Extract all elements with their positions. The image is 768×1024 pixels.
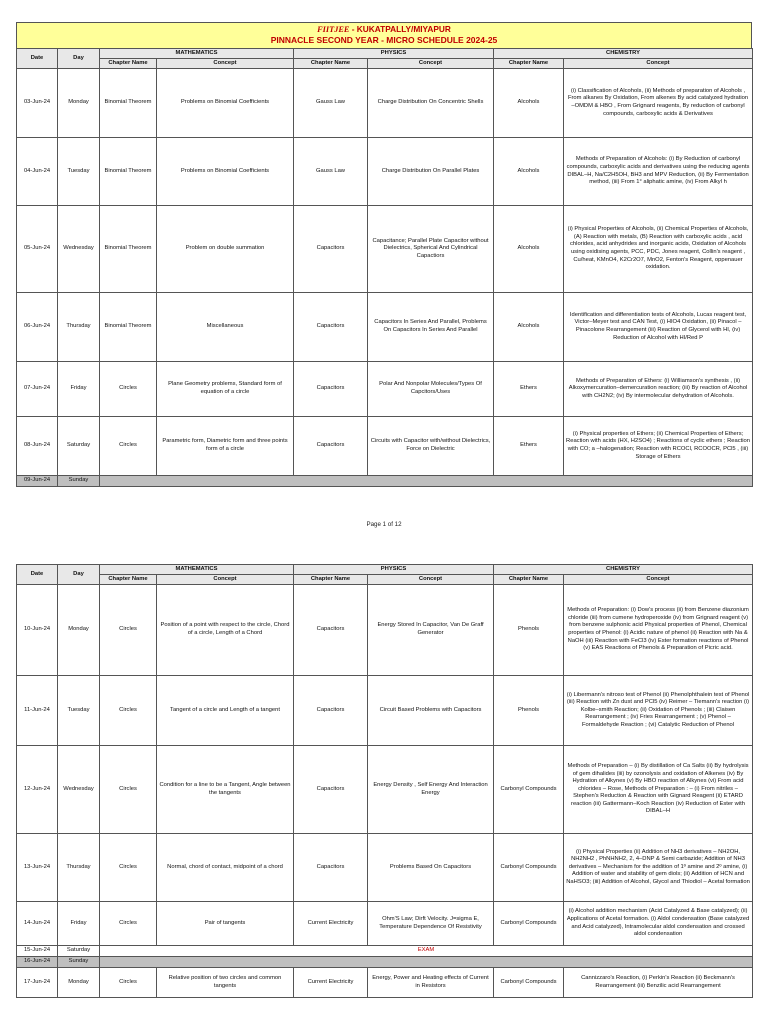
- date-cell: 05-Jun-24: [17, 206, 58, 293]
- physics-chapter-cell: Gauss Law: [294, 138, 368, 206]
- date-cell: 14-Jun-24: [17, 902, 58, 946]
- day-cell: Monday: [58, 968, 100, 998]
- chemistry-concept-header: Concept: [564, 575, 753, 585]
- date-cell: 17-Jun-24: [17, 968, 58, 998]
- chemistry-chapter-cell: Carbonyl Compounds: [494, 834, 564, 902]
- physics-concept-cell: Charge Distribution On Parallel Plates: [368, 138, 494, 206]
- date-cell: 07-Jun-24: [17, 362, 58, 417]
- physics-chapter-header: Chapter Name: [294, 575, 368, 585]
- date-cell: 16-Jun-24: [17, 957, 58, 968]
- schedule-row: [17, 138, 753, 206]
- date-cell: 15-Jun-24: [17, 946, 58, 957]
- chemistry-concept-cell: (i) Libermann's nitroso test of Phenol (ii) Phenolphthalein test of Phenol (iii) Reaction with Zn dust and PCl5 (iv) Reimer – Tiemann's reaction (i) Kolbe–smith Reaction; (ii) Oxidation of Phenols ; (iii) Claisen Rearrangement ; (iv) Fries Rearrangement ; (v) Phenol – Formaldehyde Reaction ; (vi) Catalytic Reduction of Phenol: [564, 676, 753, 746]
- chemistry-header: CHEMISTRY: [494, 565, 753, 575]
- fiitjee-logo: FIITJEE: [317, 25, 350, 34]
- math-concept-cell: Problems on Binomial Coefficients: [157, 69, 294, 138]
- math-concept-cell: Position of a point with respect to the circle, Chord of a circle, Length of a Chord: [157, 585, 294, 676]
- day-cell: Sunday: [58, 476, 100, 487]
- physics-concept-cell: Capacitance; Parallel Plate Capacitor without Dielectrics, Spherical And Cylindrical Capactiors: [368, 206, 494, 293]
- date-cell: 04-Jun-24: [17, 138, 58, 206]
- schedule-table-page-1: [16, 48, 753, 487]
- math-concept-cell: Tangent of a circle and Length of a tangent: [157, 676, 294, 746]
- schedule-row: [17, 362, 753, 417]
- math-chapter-cell: Binomial Theorem: [100, 138, 157, 206]
- math-concept-cell: Problems on Binomial Coefficients: [157, 138, 294, 206]
- physics-chapter-cell: Capacitors: [294, 206, 368, 293]
- math-concept-cell: Pair of tangents: [157, 902, 294, 946]
- physics-chapter-cell: Current Electricity: [294, 902, 368, 946]
- day-cell: Wednesday: [58, 746, 100, 834]
- day-cell: Sunday: [58, 957, 100, 968]
- chemistry-chapter-cell: Alcohols: [494, 138, 564, 206]
- mathematics-header: MATHEMATICS: [100, 565, 294, 575]
- date-cell: 10-Jun-24: [17, 585, 58, 676]
- chemistry-concept-cell: Methods of Preparation – (i) By distillation of Ca Salts (ii) By hydrolysis of gem dihalides (iii) by ozonolysis and oxidation of Alkenes (iv) By Hydration of Alkynes (v) By HBO reaction of Alkynes (vi) From acid chlorides – Rose, Methods of Preparation : – (i) From nitriles – Stephen's Reduction & Reaction with Gignard Reagent (ii) ETARD reaction (iii) Gattermann–Koch Reaction (iv) Reduction of Ester with DIBAL–H: [564, 746, 753, 834]
- schedule-title: PINNACLE SECOND YEAR - MICRO SCHEDULE 2024-25: [270, 35, 498, 45]
- math-chapter-cell: Binomial Theorem: [100, 206, 157, 293]
- date-cell: 13-Jun-24: [17, 834, 58, 902]
- holiday-fill: [100, 476, 753, 487]
- math-concept-cell: Normal, chord of contact, midpoint of a chord: [157, 834, 294, 902]
- math-chapter-cell: Circles: [100, 417, 157, 476]
- chemistry-chapter-cell: Alcohols: [494, 206, 564, 293]
- chemistry-concept-cell: (i) Alcohol addition mechanism (Acid Catalyzed & Base catalyzed); (ii) Applications of Acetal formation. (i) Aldol condensation (Base catalyzed and Acid catalyzed), Intramolecular aldol condensation and crossed aldol condensation: [564, 902, 753, 946]
- physics-concept-header: Concept: [368, 59, 494, 69]
- day-cell: Saturday: [58, 946, 100, 957]
- day-cell: Friday: [58, 902, 100, 946]
- chemistry-concept-cell: (i) Physical properties of Ethers; (ii) Chemical Properties of Ethers; Reaction with acids (HX, H2SO4) ; Reactions of cyclic ethers ; Reaction with CO; a –halogenation; Reaction with RCOCl, RCOOCR, PCl5 , (iii) Storage of Ethers: [564, 417, 753, 476]
- math-chapter-cell: Binomial Theorem: [100, 69, 157, 138]
- day-cell: Monday: [58, 69, 100, 138]
- day-cell: Tuesday: [58, 676, 100, 746]
- schedule-row: [17, 746, 753, 834]
- center-name: - KUKATPALLY/MIYAPUR: [349, 24, 451, 34]
- day-cell: Friday: [58, 362, 100, 417]
- math-concept-cell: Problem on double summation: [157, 206, 294, 293]
- math-concept-cell: Parametric form, Diametric form and three points form of a circle: [157, 417, 294, 476]
- chemistry-header: CHEMISTRY: [494, 49, 753, 59]
- chemistry-concept-cell: Methods of Preparation of Ethers: (i) Williamson's synthesis , (ii) Alkoxymercuration–demercuration reaction; (iii) By reaction of Alcohol with CH2N2; (iv) By intermolecular dehydration of Alcohols.: [564, 362, 753, 417]
- physics-concept-cell: Circuits with Capacitor with/without Dielectrics, Force on Dielectric: [368, 417, 494, 476]
- mathematics-header: MATHEMATICS: [100, 49, 294, 59]
- physics-chapter-cell: Capacitors: [294, 676, 368, 746]
- math-chapter-cell: Circles: [100, 834, 157, 902]
- schedule-row: [17, 676, 753, 746]
- chemistry-concept-cell: (i) Physical Properties (ii) Addition of NH3 derivatives – NH2OH, NH2NH2 , PhNHNH2, 2, 4–DNP & Semi carbazide; Addition of NH3 derivatives – Mechanism for the addition of 1º amine and 2º amine, (i) Addition of water and stability of gem diols; (ii) Addition of HCN and NaHSO3; (iii) Addition of Alcohol, Glycol and Thiodiol – Acetal formation: [564, 834, 753, 902]
- chemistry-chapter-cell: Carbonyl Compounds: [494, 902, 564, 946]
- physics-chapter-cell: Capacitors: [294, 834, 368, 902]
- math-chapter-cell: Circles: [100, 968, 157, 998]
- physics-chapter-cell: Current Electricity: [294, 968, 368, 998]
- day-cell: Saturday: [58, 417, 100, 476]
- math-chapter-cell: Binomial Theorem: [100, 293, 157, 362]
- physics-chapter-header: Chapter Name: [294, 59, 368, 69]
- math-concept-cell: Miscellaneous: [157, 293, 294, 362]
- schedule-row: [17, 968, 753, 998]
- math-chapter-cell: Circles: [100, 362, 157, 417]
- schedule-row: [17, 834, 753, 902]
- physics-concept-cell: Energy Stored In Capacitor, Van De Graff Generator: [368, 585, 494, 676]
- math-chapter-cell: Circles: [100, 585, 157, 676]
- physics-chapter-cell: Capacitors: [294, 362, 368, 417]
- date-cell: 08-Jun-24: [17, 417, 58, 476]
- schedule-row: [17, 902, 753, 946]
- physics-chapter-cell: Capacitors: [294, 293, 368, 362]
- chemistry-chapter-header: Chapter Name: [494, 59, 564, 69]
- date-header: Date: [17, 49, 58, 69]
- physics-concept-cell: Circuit Based Problems with Capacitors: [368, 676, 494, 746]
- math-chapter-cell: Circles: [100, 676, 157, 746]
- physics-chapter-cell: Capacitors: [294, 746, 368, 834]
- physics-concept-cell: Capacitors In Series And Parallel, Problems On Capacitors In Series And Parallel: [368, 293, 494, 362]
- chemistry-chapter-header: Chapter Name: [494, 575, 564, 585]
- chemistry-concept-cell: (i) Classification of Alcohols, (ii) Methods of preparation of Alcohols , From alkanes By Oxidation, From alkenes By acid catalyzed hydration –OMDM & HBO , From Grignard reagents, By reduction of carbonyl compounds, carboxylic acids & Derivatives: [564, 69, 753, 138]
- day-cell: Thursday: [58, 834, 100, 902]
- exam-label: EXAM: [100, 946, 753, 957]
- chemistry-chapter-cell: Phenols: [494, 676, 564, 746]
- chemistry-concept-cell: (i) Physical Properties of Alcohols, (ii) Chemical Properties of Alcohols, (A) Reaction with metals, (B) Reaction with carboxylic acids , acid chlorides, acid anhydrides and inorganic acids, Oxidation of Alcohols using oxidising agents, PCC, PDC, Jones reagent, Collin's reagent , Cu/heat, KMnO4, K2Cr2O7, MnO2, Fenton's Reagent, oppenauer oxidation.: [564, 206, 753, 293]
- schedule-row: [17, 206, 753, 293]
- sunday-row: [17, 476, 753, 487]
- chemistry-concept-cell: Methods of Preparation of Alcohols: (i) By Reduction of carbonyl compounds, carboxylic acids and derivatives using the reducing agents DIBAL–H, Na/C2H5OH, BH3 and MPV Reduction, (ii) By Fermentation method, (iii) From 1° aliphatic amine, (iv) From Alkyl h: [564, 138, 753, 206]
- schedule-row: [17, 585, 753, 676]
- page-footer: Page 1 of 12: [366, 521, 402, 528]
- physics-concept-cell: Energy, Power and Heating effects of Current in Resistors: [368, 968, 494, 998]
- day-header: Day: [58, 49, 100, 69]
- day-cell: Thursday: [58, 293, 100, 362]
- chemistry-concept-cell: Cannizzaro's Reaction, (i) Perkin's Reaction (ii) Beckmann's Rearrangement (iii) Benzilic acid Rearrangement: [564, 968, 753, 998]
- physics-concept-cell: Polar And Nonpolar Molecules/Types Of Capcitors/Uses: [368, 362, 494, 417]
- math-chapter-cell: Circles: [100, 746, 157, 834]
- physics-chapter-cell: Capacitors: [294, 417, 368, 476]
- date-cell: 06-Jun-24: [17, 293, 58, 362]
- day-header: Day: [58, 565, 100, 585]
- schedule-title-bar: [16, 22, 752, 49]
- chemistry-concept-header: Concept: [564, 59, 753, 69]
- exam-row: [17, 946, 753, 957]
- chemistry-chapter-cell: Carbonyl Compounds: [494, 968, 564, 998]
- chemistry-concept-cell: Identification and differentiation tests of Alcohols, Lucas reagent test, Victor–Meyer test and CAN Test, (i) HIO4 Oxidation, (ii) Pinacol – Pinacolone Rearrangement (iii) Reaction of Glycerol with HI, (iv) Reduction of Alcohol with HI/Red P: [564, 293, 753, 362]
- math-chapter-header: Chapter Name: [100, 575, 157, 585]
- math-concept-cell: Plane Geometry problems, Standard form of equation of a circle: [157, 362, 294, 417]
- physics-concept-cell: Ohm'S Law; Dirft Velocity. J=sigma E, Temperature Dependence Of Resistivity: [368, 902, 494, 946]
- schedule-table-page-2: [16, 564, 753, 998]
- physics-header: PHYSICS: [294, 565, 494, 575]
- math-chapter-header: Chapter Name: [100, 59, 157, 69]
- physics-concept-cell: Charge Distribution On Concentric Shells: [368, 69, 494, 138]
- physics-concept-header: Concept: [368, 575, 494, 585]
- sunday-row: [17, 957, 753, 968]
- math-concept-cell: Relative position of two circles and common tangents: [157, 968, 294, 998]
- chemistry-chapter-cell: Ethers: [494, 362, 564, 417]
- date-cell: 12-Jun-24: [17, 746, 58, 834]
- chemistry-chapter-cell: Carbonyl Compounds: [494, 746, 564, 834]
- schedule-row: [17, 69, 753, 138]
- math-concept-cell: Condition for a line to be a Tangent, Angle between the tangents: [157, 746, 294, 834]
- day-cell: Monday: [58, 585, 100, 676]
- physics-chapter-cell: Gauss Law: [294, 69, 368, 138]
- date-header: Date: [17, 565, 58, 585]
- physics-concept-cell: Energy Density , Self Energy And Interaction Energy: [368, 746, 494, 834]
- physics-header: PHYSICS: [294, 49, 494, 59]
- chemistry-concept-cell: Methods of Preparation: (i) Dow's process (ii) from Benzene diazonium chloride (iii) from cumene hydroperoxide (iv) from Grignard reagent (v) from benzene sulphonic acid Physical properties of Phenol, Chemical properties of Phenol: (i) Acidic nature of phenol (ii) Reaction with Na & NaOH (iii) Reaction with FeCl3 (iv) Ester formation reactions of Phenol (v) EAS Reactions of Phenols & Preparation of Picric acid.: [564, 585, 753, 676]
- math-concept-header: Concept: [157, 59, 294, 69]
- physics-chapter-cell: Capacitors: [294, 585, 368, 676]
- chemistry-chapter-cell: Phenols: [494, 585, 564, 676]
- day-cell: Tuesday: [58, 138, 100, 206]
- date-cell: 09-Jun-24: [17, 476, 58, 487]
- date-cell: 03-Jun-24: [17, 69, 58, 138]
- physics-concept-cell: Problems Based On Capacitors: [368, 834, 494, 902]
- math-concept-header: Concept: [157, 575, 294, 585]
- date-cell: 11-Jun-24: [17, 676, 58, 746]
- chemistry-chapter-cell: Alcohols: [494, 293, 564, 362]
- chemistry-chapter-cell: Alcohols: [494, 69, 564, 138]
- day-cell: Wednesday: [58, 206, 100, 293]
- math-chapter-cell: Circles: [100, 902, 157, 946]
- holiday-fill: [100, 957, 753, 968]
- chemistry-chapter-cell: Ethers: [494, 417, 564, 476]
- schedule-row: [17, 293, 753, 362]
- schedule-row: [17, 417, 753, 476]
- institute-line: [17, 24, 751, 34]
